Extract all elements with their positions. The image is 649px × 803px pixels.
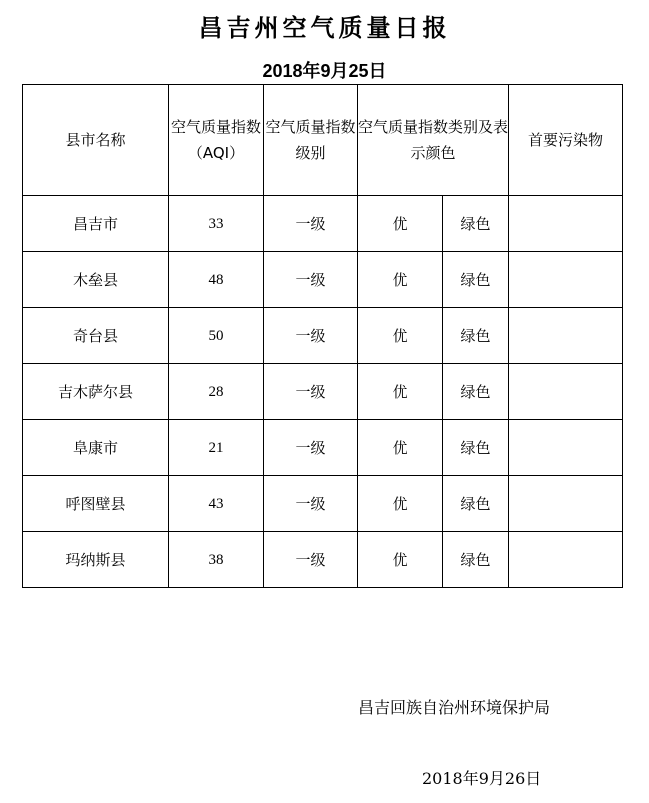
level-cell: 一级 [264, 476, 358, 532]
pollutant-cell [509, 252, 623, 308]
county-cell: 昌吉市 [23, 196, 169, 252]
category-cell: 优 [358, 420, 443, 476]
county-cell: 木垒县 [23, 252, 169, 308]
pollutant-cell [509, 532, 623, 588]
county-cell: 奇台县 [23, 308, 169, 364]
color-cell: 绿色 [443, 476, 509, 532]
header-level: 空气质量指数级别 [264, 85, 358, 196]
header-aqi: 空气质量指数（AQI） [169, 85, 264, 196]
table-row [23, 308, 623, 364]
color-cell: 绿色 [443, 420, 509, 476]
color-cell: 绿色 [443, 196, 509, 252]
table-row [23, 252, 623, 308]
issue-date: 2018年9月26日 [422, 769, 542, 788]
county-cell: 玛纳斯县 [23, 532, 169, 588]
pollutant-cell [509, 476, 623, 532]
color-cell: 绿色 [443, 364, 509, 420]
level-cell: 一级 [264, 252, 358, 308]
level-cell: 一级 [264, 364, 358, 420]
category-cell: 优 [358, 476, 443, 532]
category-cell: 优 [358, 252, 443, 308]
color-cell: 绿色 [443, 252, 509, 308]
report-title: 昌吉州空气质量日报 [198, 13, 451, 42]
aqi-cell: 33 [169, 196, 264, 252]
header-pollutant: 首要污染物 [509, 85, 623, 196]
pollutant-cell [509, 196, 623, 252]
county-cell: 阜康市 [23, 420, 169, 476]
header-county: 县市名称 [23, 85, 169, 196]
category-cell: 优 [358, 364, 443, 420]
table-row [23, 476, 623, 532]
color-cell: 绿色 [443, 308, 509, 364]
report-date: 2018年9月25日 [262, 61, 387, 81]
category-cell: 优 [358, 308, 443, 364]
table-row [23, 364, 623, 420]
pollutant-cell [509, 420, 623, 476]
category-cell: 优 [358, 532, 443, 588]
issuing-organization: 昌吉回族自治州环境保护局 [358, 698, 551, 717]
pollutant-cell [509, 364, 623, 420]
level-cell: 一级 [264, 308, 358, 364]
level-cell: 一级 [264, 196, 358, 252]
aqi-cell: 38 [169, 532, 264, 588]
level-cell: 一级 [264, 532, 358, 588]
county-cell: 吉木萨尔县 [23, 364, 169, 420]
category-cell: 优 [358, 196, 443, 252]
header-category: 空气质量指数类别及表示颜色 [358, 85, 509, 196]
aqi-cell: 28 [169, 364, 264, 420]
pollutant-cell [509, 308, 623, 364]
table-header-row [23, 85, 623, 196]
county-cell: 呼图壁县 [23, 476, 169, 532]
table-row [23, 420, 623, 476]
aqi-cell: 48 [169, 252, 264, 308]
aqi-cell: 43 [169, 476, 264, 532]
level-cell: 一级 [264, 420, 358, 476]
aqi-cell: 50 [169, 308, 264, 364]
air-quality-table [22, 84, 623, 588]
aqi-cell: 21 [169, 420, 264, 476]
table-row [23, 196, 623, 252]
table-row [23, 532, 623, 588]
color-cell: 绿色 [443, 532, 509, 588]
